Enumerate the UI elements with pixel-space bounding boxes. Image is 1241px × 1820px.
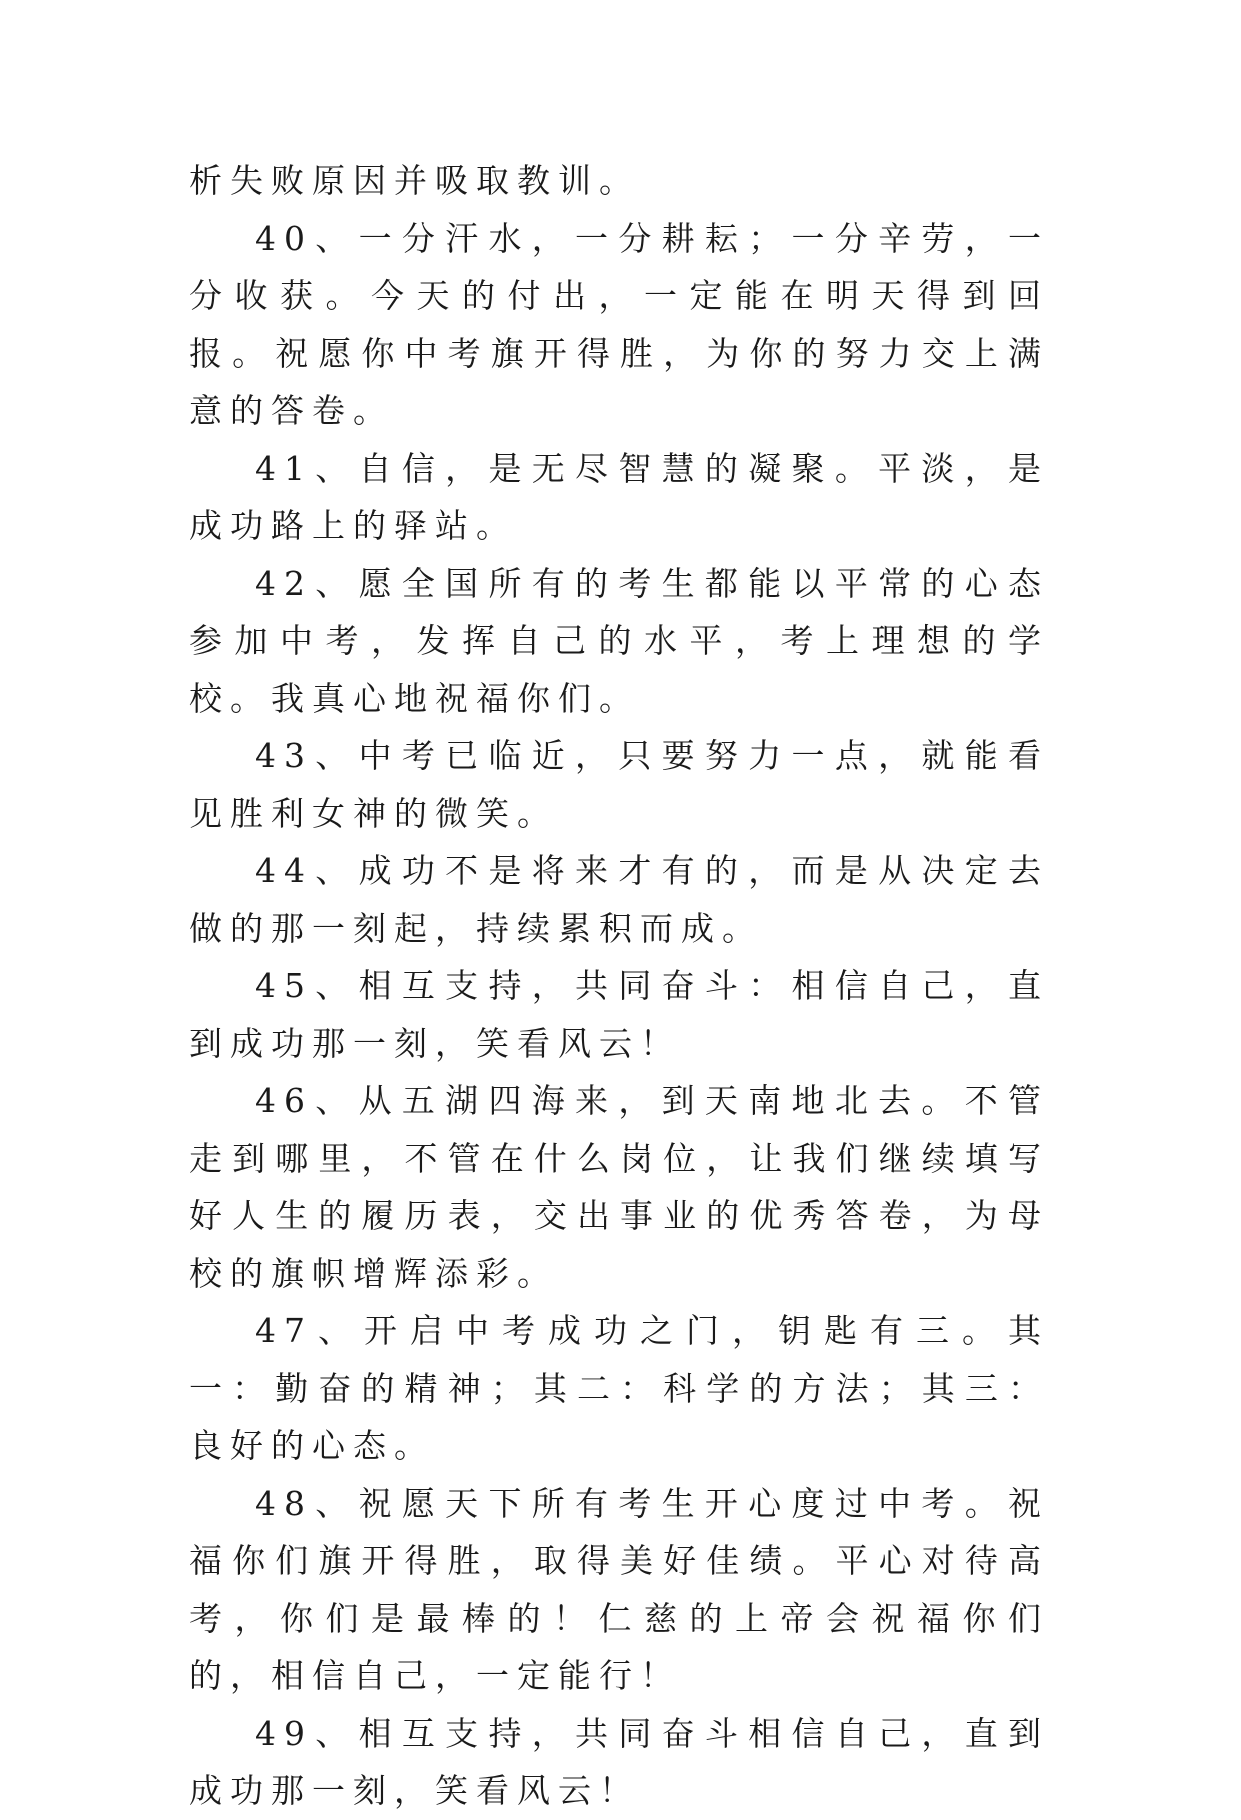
paragraph-44: 44、成功不是将来才有的，而是从决定去做的那一刻起，持续累积而成。 bbox=[189, 851, 1049, 948]
paragraph-40: 40、一分汗水，一分耕耘；一分辛劳，一分收获。今天的付出，一定能在明天得到回报。祝愿你中考旗开得胜，为你的努力交上满意的答卷。 bbox=[189, 218, 1049, 430]
paragraph-48: 48、祝愿天下所有考生开心度过中考。祝福你们旗开得胜，取得美好佳绩。平心对待高考，你们是最棒的！仁慈的上帝会祝福你们的，相信自己，一定能行！ bbox=[189, 1483, 1049, 1695]
continuation-paragraph: 析失败原因并吸取教训。 bbox=[189, 161, 640, 200]
paragraph-46: 46、从五湖四海来，到天南地北去。不管走到哪里，不管在什么岗位，让我们继续填写好人生的履历表，交出事业的优秀答卷，为母校的旗帜增辉添彩。 bbox=[189, 1081, 1049, 1293]
paragraph-42: 42、愿全国所有的考生都能以平常的心态参加中考，发挥自己的水平，考上理想的学校。我真心地祝福你们。 bbox=[189, 563, 1049, 718]
paragraph-49: 49、相互支持，共同奋斗相信自己，直到成功那一刻，笑看风云！ bbox=[189, 1713, 1049, 1810]
paragraph-45: 45、相互支持，共同奋斗：相信自己，直到成功那一刻，笑看风云！ bbox=[189, 966, 1049, 1063]
paragraph-41: 41、自信，是无尽智慧的凝聚。平淡，是成功路上的驿站。 bbox=[189, 448, 1049, 545]
paragraph-43: 43、中考已临近，只要努力一点，就能看见胜利女神的微笑。 bbox=[189, 736, 1049, 833]
document-body bbox=[189, 152, 1049, 1820]
paragraph-47: 47、开启中考成功之门，钥匙有三。其一：勤奋的精神；其二：科学的方法；其三：良好的心态。 bbox=[189, 1311, 1049, 1465]
